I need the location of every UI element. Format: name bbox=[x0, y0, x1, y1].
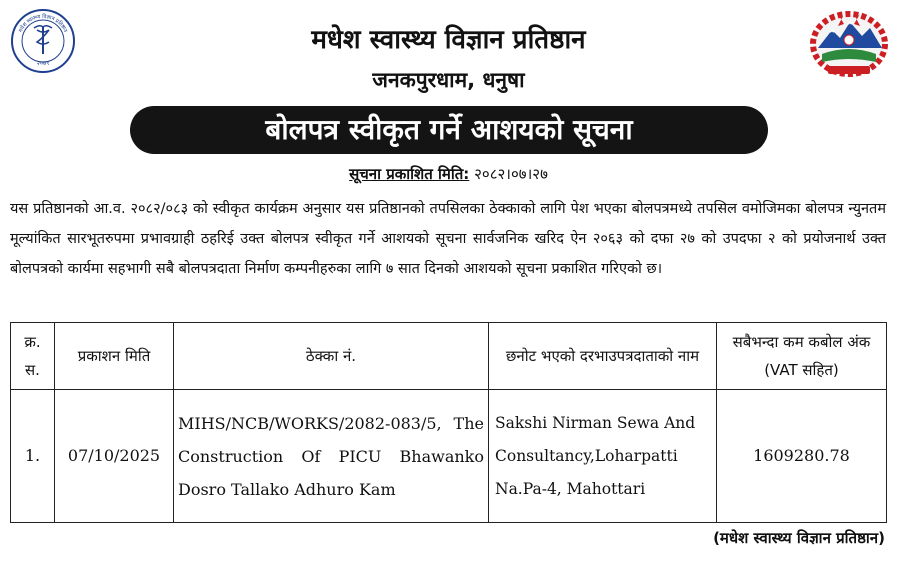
table-header-row bbox=[11, 323, 887, 390]
publish-date-value: २०८२।०७।२७ bbox=[474, 165, 548, 183]
col-header-contract: ठेक्का नं. bbox=[174, 323, 489, 390]
publish-date-line bbox=[0, 164, 897, 184]
cell-amount: 1609280.78 bbox=[717, 390, 887, 523]
institute-location: जनकपुरधाम, धनुषा bbox=[372, 68, 525, 92]
signature-footer: (मधेश स्वास्थ्य विज्ञान प्रतिष्ठान) bbox=[713, 529, 885, 547]
notice-table bbox=[10, 322, 887, 523]
notice-paragraph: यस प्रतिष्ठानको आ.व. २०८२/०८३ को स्वीकृत कार्यक्रम अनुसार यस प्रतिष्ठानको तपसिलका ठेक्काको लागि पेश भएका बोलपत्रमध्ये तपसिल वमोजिमका बोलपत्र न्युनतम मूल्यांकित सारभूतरुपमा प्रभावग्राही ठहरिई उक्त बोलपत्र स्वीकृत गर्ने आशयको सूचना सार्वजनिक खरिद ऐन २०६३ को दफा २७ को उपदफा २ को प्रयोजनार्थ उक्त बोलपत्रको कार्यमा सहभागी सबै बोलपत्रदाता निर्माण कम्पनीहरुका लागि ७ सात दिनको आशयको सूचना प्रकाशित गरिएको छ। bbox=[10, 201, 886, 277]
logo-year: २०७९ bbox=[36, 60, 50, 67]
col-header-sn: क्र. स. bbox=[11, 323, 55, 390]
cell-bidder: Sakshi Nirman Sewa And Consultancy,Loharpatti Na.Pa-4, Mahottari bbox=[489, 390, 717, 523]
logo-arc-text: मधेश स्वास्थ्य विज्ञान प्रतिष्ठान bbox=[17, 13, 69, 34]
col-header-date: प्रकाशन मिति bbox=[55, 323, 174, 390]
cell-contract: MIHS/NCB/WORKS/2082-083/5, The Construction Of PICU Bhawanko Dosro Tallako Adhuro Kam bbox=[174, 390, 489, 523]
table-row bbox=[11, 390, 887, 523]
institute-title: मधेश स्वास्थ्य विज्ञान प्रतिष्ठान bbox=[311, 25, 586, 55]
cell-date: 07/10/2025 bbox=[55, 390, 174, 523]
notice-title-banner: बोलपत्र स्वीकृत गर्ने आशयको सूचना bbox=[130, 106, 768, 154]
col-header-bidder: छनोट भएको दरभाउपत्रदाताको नाम bbox=[489, 323, 717, 390]
publish-date-label: सूचना प्रकाशित मिति: bbox=[349, 165, 470, 183]
cell-sn: 1. bbox=[11, 390, 55, 523]
col-header-amount: सबैभन्दा कम कबोल अंक (VAT सहित) bbox=[717, 323, 887, 390]
